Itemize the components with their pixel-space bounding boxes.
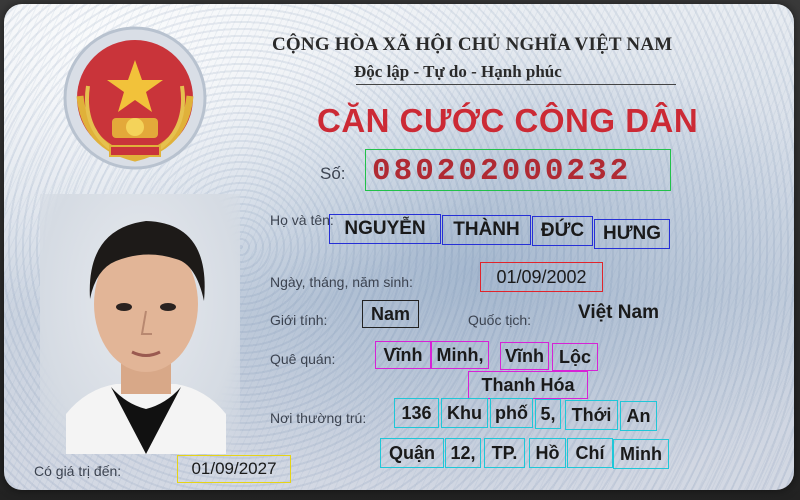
hometown-label: Quê quán:: [270, 351, 336, 367]
nationality-label: Quốc tịch:: [468, 312, 532, 328]
id-number-box: [365, 149, 671, 191]
residence-token: Thới: [565, 400, 618, 430]
nationality-value: Việt Nam: [578, 302, 659, 323]
hometown-token: Vĩnh: [500, 342, 549, 370]
expiry-value: 01/09/2027: [177, 455, 291, 483]
sex-value: Nam: [362, 300, 419, 328]
id-card: [4, 4, 794, 490]
residence-token: 136: [394, 398, 439, 428]
state-emblem-icon: [60, 26, 210, 171]
hometown-token: Vĩnh: [375, 341, 431, 369]
sex-label: Giới tính:: [270, 312, 328, 328]
hometown-token: Lộc: [552, 343, 598, 371]
residence-token: An: [620, 401, 657, 431]
portrait-photo: [66, 209, 226, 454]
dob-value: 01/09/2002: [480, 262, 603, 292]
name-token: NGUYỄN: [329, 214, 441, 244]
residence-token: Quận: [380, 438, 444, 468]
residence-token: 12,: [445, 438, 481, 468]
country-line: CỘNG HÒA XÃ HỘI CHỦ NGHĨA VIỆT NAM: [272, 34, 673, 55]
id-number: 080202000232: [372, 154, 632, 189]
hometown-line2: Thanh Hóa: [468, 371, 588, 399]
residence-label: Nơi thường trú:: [270, 410, 367, 426]
name-label: Họ và tên:: [270, 212, 334, 228]
residence-token: Khu: [441, 398, 488, 428]
residence-token: 5,: [535, 399, 561, 429]
id-label: Số:: [320, 164, 346, 183]
motto-underline: [356, 84, 676, 85]
dob-label: Ngày, tháng, năm sinh:: [270, 274, 413, 290]
residence-token: Hồ: [529, 438, 566, 468]
name-token: THÀNH: [442, 215, 531, 245]
hometown-token: Minh,: [431, 341, 489, 369]
motto: Độc lập - Tự do - Hạnh phúc: [354, 62, 562, 81]
name-token: HƯNG: [594, 219, 670, 249]
residence-token: phố: [490, 398, 533, 428]
card-type-title: CĂN CƯỚC CÔNG DÂN: [317, 102, 699, 139]
name-token: ĐỨC: [532, 216, 593, 246]
residence-token: Minh: [613, 439, 669, 469]
residence-token: Chí: [567, 438, 613, 468]
expiry-label: Có giá trị đến:: [34, 463, 122, 479]
residence-token: TP.: [484, 438, 525, 468]
